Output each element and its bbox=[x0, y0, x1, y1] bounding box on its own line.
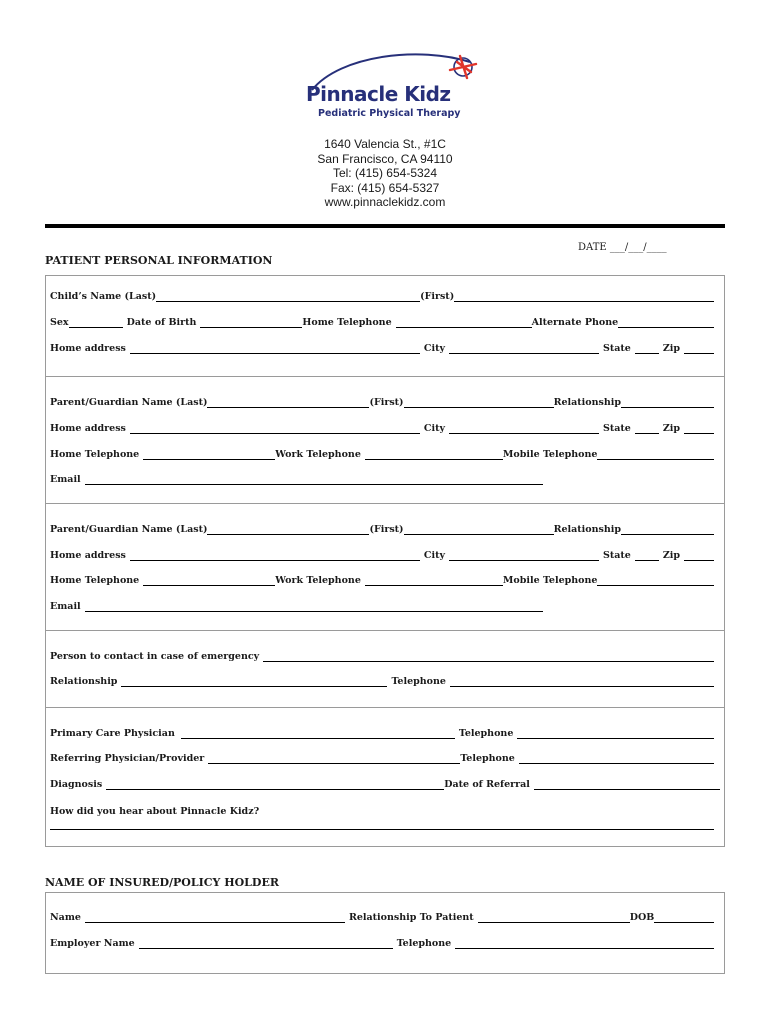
row-child-name bbox=[50, 288, 714, 302]
dob-field[interactable] bbox=[200, 316, 302, 328]
row-how-heard bbox=[50, 803, 714, 817]
label-guardian-last: Parent/Guardian Name (Last) bbox=[50, 524, 208, 535]
emergency-relationship-field[interactable] bbox=[121, 675, 387, 687]
address-fax: Fax: (415) 654-5327 bbox=[330, 180, 440, 195]
label-diagnosis: Diagnosis bbox=[50, 779, 103, 790]
practice-address bbox=[0, 137, 770, 210]
referring-physician-field[interactable] bbox=[208, 752, 460, 764]
guardian2-address-field[interactable] bbox=[130, 549, 420, 561]
label-employer-name: Employer Name bbox=[50, 938, 135, 949]
row-guardian1-name bbox=[50, 394, 714, 408]
label-home-telephone: Home Telephone bbox=[302, 317, 392, 328]
label-home-telephone: Home Telephone bbox=[50, 449, 140, 460]
guardian2-mobile-phone-field[interactable] bbox=[597, 574, 714, 586]
sex-field[interactable] bbox=[69, 316, 123, 328]
label-insured-dob: DOB bbox=[629, 912, 655, 923]
label-relationship: Relationship bbox=[50, 676, 118, 687]
address-city: San Francisco, CA 94110 bbox=[317, 151, 453, 166]
row-guardian2-name bbox=[50, 521, 714, 535]
row-guardian2-address bbox=[50, 547, 714, 561]
logo-tagline: Pediatric Physical Therapy bbox=[318, 108, 461, 119]
label-email: Email bbox=[50, 601, 81, 612]
label-child-last: Child’s Name (Last) bbox=[50, 291, 157, 302]
address-street: 1640 Valencia St., #1C bbox=[324, 137, 446, 151]
label-telephone: Telephone bbox=[460, 753, 515, 764]
section-title-insured: NAME OF INSURED/POLICY HOLDER bbox=[45, 876, 279, 889]
guardian1-work-phone-field[interactable] bbox=[365, 448, 503, 460]
date-of-referral-field[interactable] bbox=[534, 778, 720, 790]
emergency-contact-field[interactable] bbox=[263, 650, 714, 662]
home-address-field[interactable] bbox=[130, 342, 420, 354]
label-sex: Sex bbox=[50, 317, 69, 328]
guardian1-mobile-phone-field[interactable] bbox=[597, 448, 714, 460]
logo bbox=[300, 50, 485, 125]
guardian2-state-field[interactable] bbox=[635, 549, 659, 561]
guardian2-relationship-field[interactable] bbox=[621, 523, 714, 535]
insured-dob-field[interactable] bbox=[654, 911, 714, 923]
row-guardian2-phones bbox=[50, 572, 714, 586]
label-email: Email bbox=[50, 474, 81, 485]
label-mobile-telephone: Mobile Telephone bbox=[502, 575, 598, 586]
label-city: City bbox=[423, 550, 445, 561]
label-date-of-referral: Date of Referral bbox=[444, 779, 530, 790]
guardian1-last-field[interactable] bbox=[207, 396, 369, 408]
section-title-patient: PATIENT PERSONAL INFORMATION bbox=[45, 254, 273, 267]
label-work-telephone: Work Telephone bbox=[275, 575, 361, 586]
label-dob: Date of Birth bbox=[126, 317, 197, 328]
guardian2-zip-field[interactable] bbox=[684, 549, 714, 561]
box-insured bbox=[45, 892, 725, 974]
guardian2-last-field[interactable] bbox=[207, 523, 369, 535]
guardian1-city-field[interactable] bbox=[449, 422, 599, 434]
employer-name-field[interactable] bbox=[139, 937, 393, 949]
guardian1-relationship-field[interactable] bbox=[621, 396, 714, 408]
label-state: State bbox=[602, 423, 631, 434]
row-emergency-contact bbox=[50, 648, 714, 662]
zip-field[interactable] bbox=[684, 342, 714, 354]
city-field[interactable] bbox=[449, 342, 599, 354]
guardian1-address-field[interactable] bbox=[130, 422, 420, 434]
guardian2-work-phone-field[interactable] bbox=[365, 574, 503, 586]
label-home-address: Home address bbox=[50, 550, 126, 561]
row-insured-name bbox=[50, 909, 714, 923]
relationship-to-patient-field[interactable] bbox=[478, 911, 630, 923]
label-mobile-telephone: Mobile Telephone bbox=[502, 449, 598, 460]
primary-care-telephone-field[interactable] bbox=[517, 727, 714, 739]
label-guardian-last: Parent/Guardian Name (Last) bbox=[50, 397, 208, 408]
alternate-phone-field[interactable] bbox=[618, 316, 714, 328]
row-how-heard-line bbox=[50, 816, 714, 830]
row-referring-physician bbox=[50, 750, 714, 764]
label-zip: Zip bbox=[662, 423, 681, 434]
guardian1-home-phone-field[interactable] bbox=[143, 448, 275, 460]
label-telephone: Telephone bbox=[396, 938, 452, 949]
label-referring-physician: Referring Physician/Provider bbox=[50, 753, 205, 764]
label-home-address: Home address bbox=[50, 343, 126, 354]
label-relationship-to-patient: Relationship To Patient bbox=[348, 912, 474, 923]
label-emergency-contact: Person to contact in case of emergency bbox=[50, 651, 260, 662]
row-guardian1-phones bbox=[50, 446, 714, 460]
home-telephone-field[interactable] bbox=[396, 316, 532, 328]
guardian1-state-field[interactable] bbox=[635, 422, 659, 434]
label-city: City bbox=[423, 423, 445, 434]
how-heard-field[interactable] bbox=[50, 818, 714, 830]
child-last-name-field[interactable] bbox=[156, 290, 420, 302]
address-tel: Tel: (415) 654-5324 bbox=[332, 166, 438, 180]
label-alternate-phone: Alternate Phone bbox=[531, 317, 619, 328]
guardian2-home-phone-field[interactable] bbox=[143, 574, 275, 586]
label-home-telephone: Home Telephone bbox=[50, 575, 140, 586]
label-state: State bbox=[602, 343, 631, 354]
row-guardian1-address bbox=[50, 420, 714, 434]
label-child-first: (First) bbox=[420, 291, 455, 302]
guardian2-email-field[interactable] bbox=[85, 600, 543, 612]
row-diagnosis bbox=[50, 776, 714, 790]
label-guardian-first: (First) bbox=[369, 397, 404, 408]
row-emergency-relationship bbox=[50, 673, 714, 687]
logo-name: Pinnacle Kidz bbox=[306, 82, 451, 106]
employer-telephone-field[interactable] bbox=[455, 937, 714, 949]
row-primary-physician bbox=[50, 725, 714, 739]
label-telephone: Telephone bbox=[391, 676, 446, 687]
label-home-address: Home address bbox=[50, 423, 126, 434]
box-emergency bbox=[45, 630, 725, 708]
label-name: Name bbox=[50, 912, 81, 923]
label-state: State bbox=[602, 550, 631, 561]
address-website: www.pinnaclekidz.com bbox=[324, 195, 446, 209]
emergency-telephone-field[interactable] bbox=[450, 675, 714, 687]
child-first-name-field[interactable] bbox=[454, 290, 714, 302]
guardian2-city-field[interactable] bbox=[449, 549, 599, 561]
row-child-details bbox=[50, 314, 714, 328]
row-child-address bbox=[50, 340, 714, 354]
row-guardian2-email bbox=[50, 598, 714, 612]
label-zip: Zip bbox=[662, 343, 681, 354]
header-divider bbox=[45, 224, 725, 228]
label-telephone: Telephone bbox=[458, 728, 514, 739]
label-zip: Zip bbox=[662, 550, 681, 561]
label-city: City bbox=[423, 343, 445, 354]
referring-telephone-field[interactable] bbox=[519, 752, 714, 764]
guardian1-email-field[interactable] bbox=[85, 473, 543, 485]
state-field[interactable] bbox=[635, 342, 659, 354]
label-how-heard: How did you hear about Pinnacle Kidz? bbox=[50, 806, 260, 817]
guardian1-zip-field[interactable] bbox=[684, 422, 714, 434]
date-field[interactable]: DATE ___/___/____ bbox=[578, 242, 667, 253]
diagnosis-field[interactable] bbox=[106, 778, 444, 790]
label-guardian-first: (First) bbox=[369, 524, 404, 535]
label-relationship: Relationship bbox=[553, 397, 622, 408]
row-guardian1-email bbox=[50, 471, 714, 485]
guardian1-first-field[interactable] bbox=[404, 396, 554, 408]
label-work-telephone: Work Telephone bbox=[275, 449, 361, 460]
label-relationship: Relationship bbox=[553, 524, 622, 535]
insured-name-field[interactable] bbox=[85, 911, 345, 923]
row-employer bbox=[50, 935, 714, 949]
guardian2-first-field[interactable] bbox=[404, 523, 554, 535]
primary-care-field[interactable] bbox=[181, 727, 455, 739]
label-primary-care: Primary Care Physician bbox=[50, 728, 175, 739]
